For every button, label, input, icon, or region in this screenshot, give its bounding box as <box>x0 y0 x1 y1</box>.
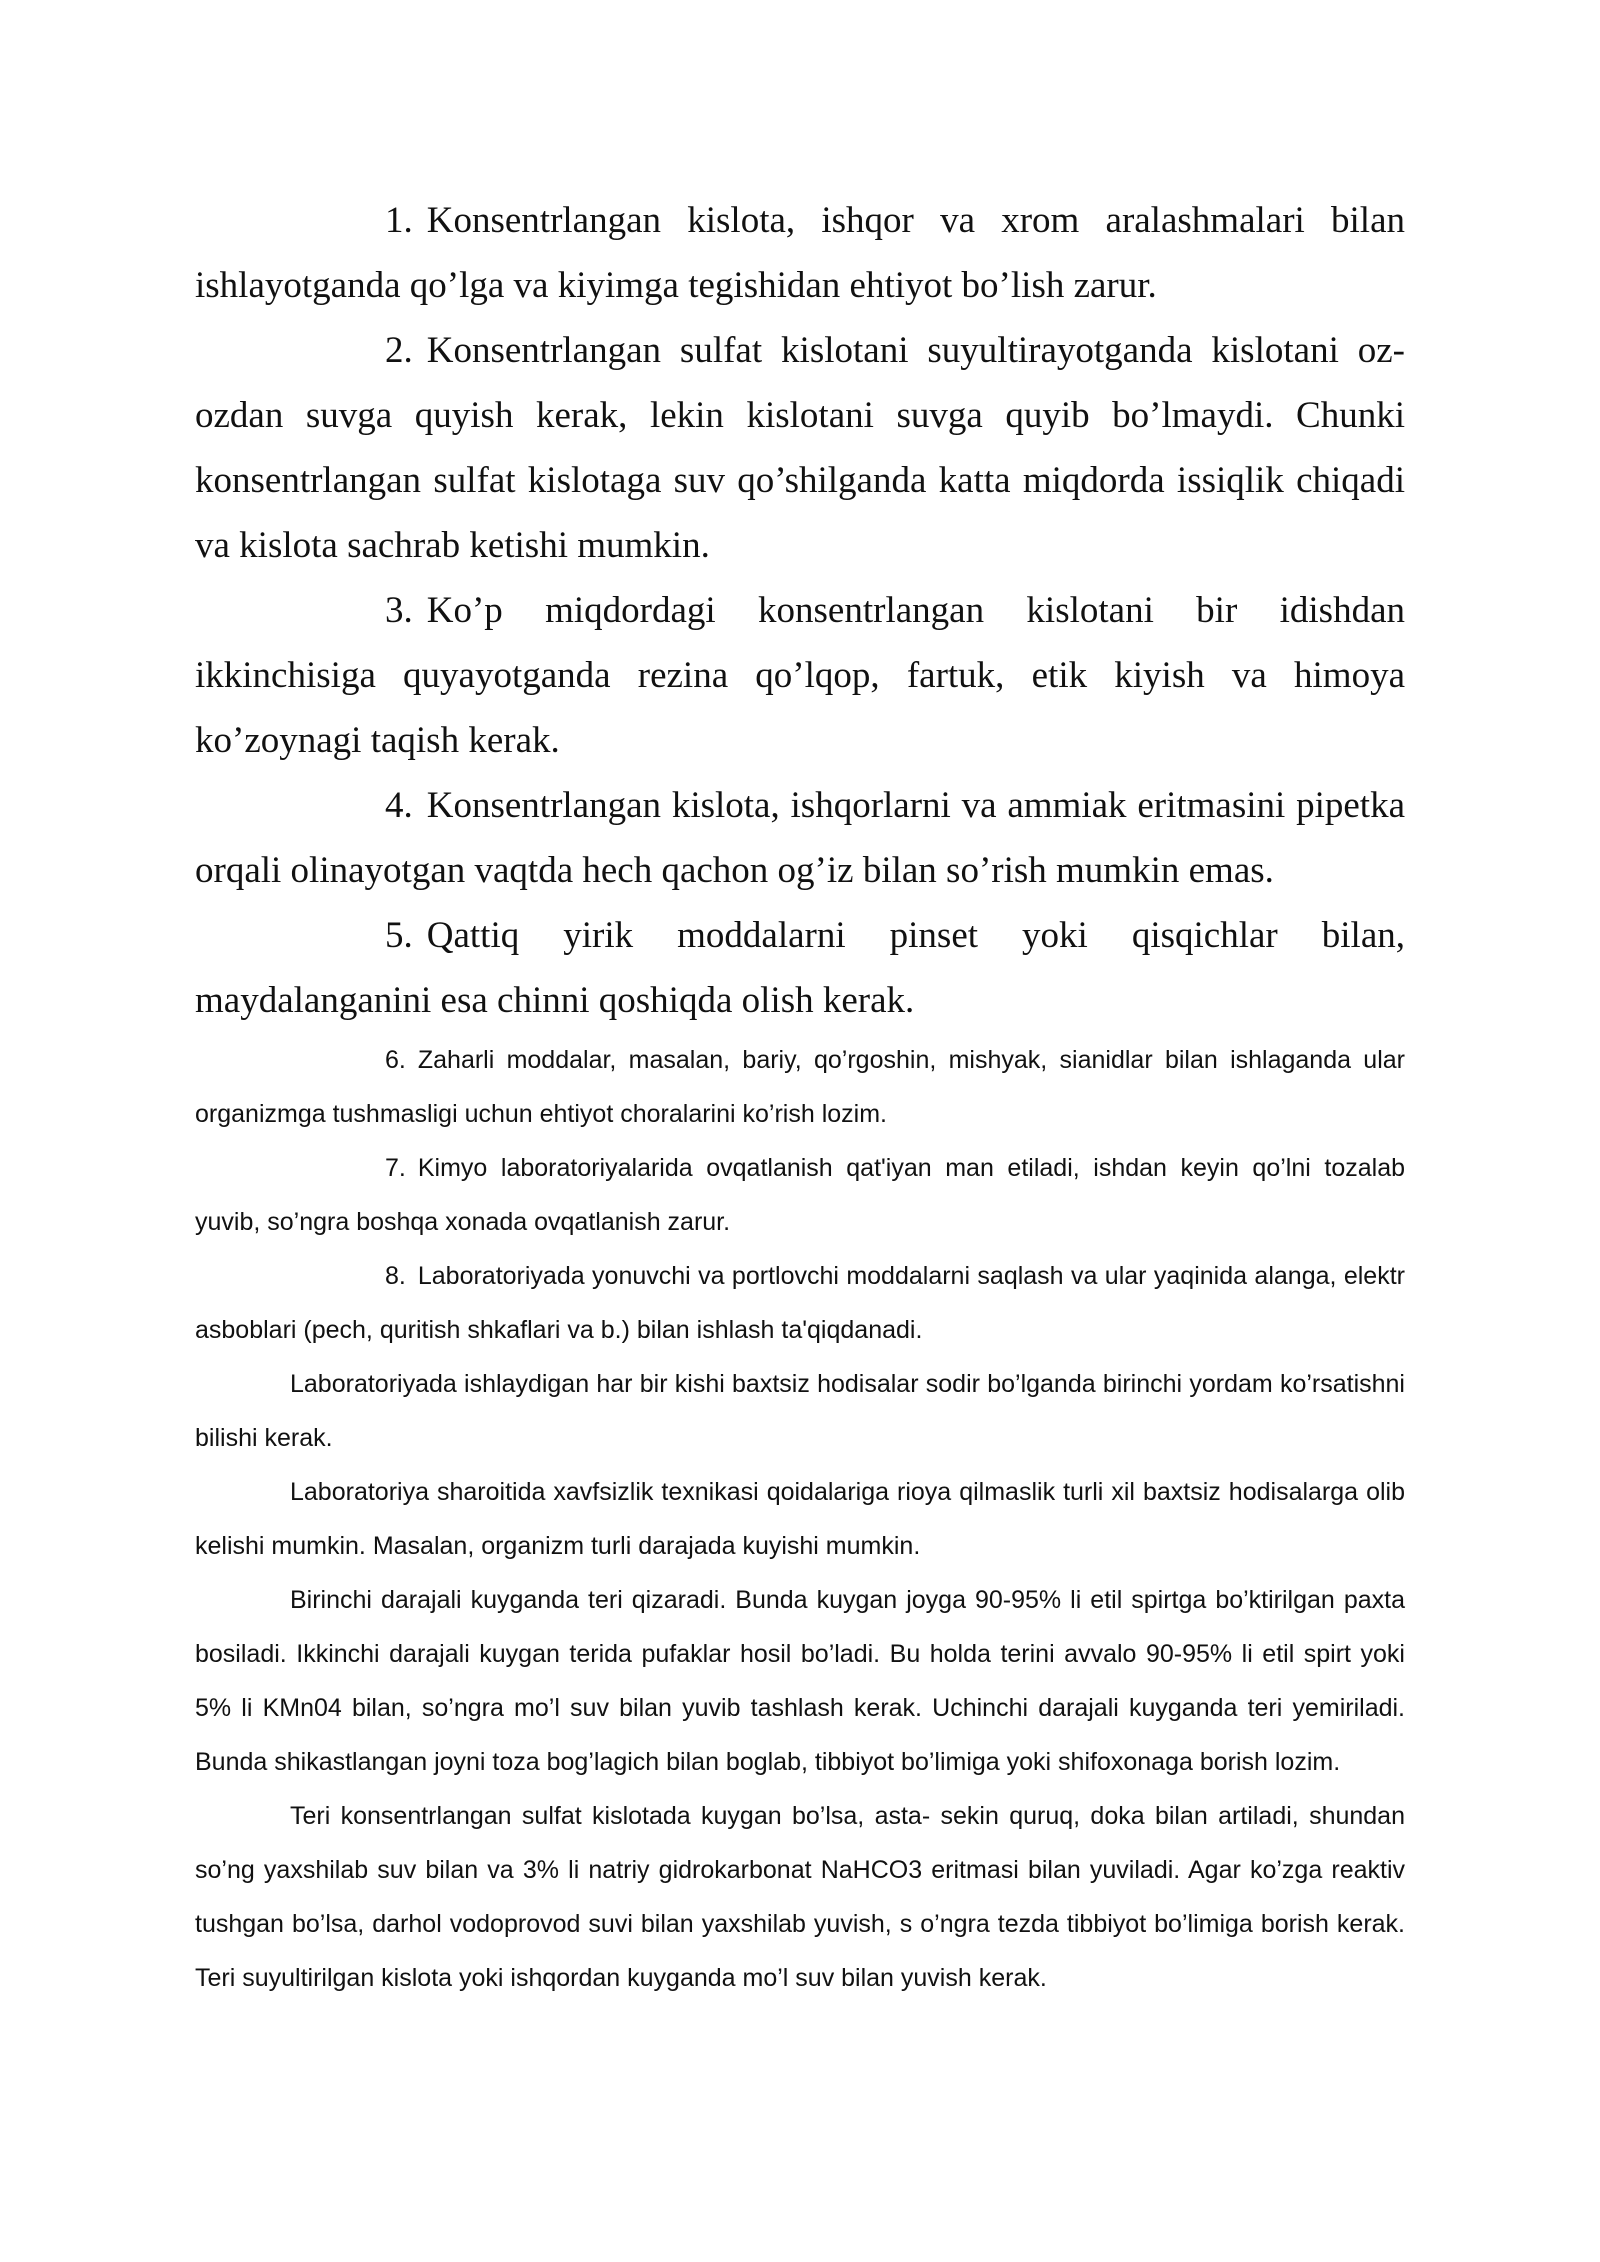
burn-degrees-paragraph: Birinchi darajali kuyganda teri qizaradi. Bunda kuygan joyga 90-95% li etil spirtga bo’ktirilgan paxta bosiladi. Ikkinchi darajali kuygan terida pufaklar hosil bo’ladi. Bu holda terini avvalo 90-95% li etil spirt yoki 5% li KMn04 bilan, so’ngra mo’l suv bilan yuvib tashlash kerak. Uchinchi darajali kuyganda teri yemiriladi. Bunda shikastlangan joyni toza bog’lagich bilan boglab, tibbiyot bo’limiga yoki shifoxonaga borish lozim. <box>195 1586 1405 1776</box>
rule-text: Konsentrlangan kislota, ishqorlarni va ammiak eritmasini pipetka orqali olinayotgan vaqtda hech qachon og’iz bilan so’rish mumkin emas. <box>195 785 1405 891</box>
acid-burn-paragraph: Teri konsentrlangan sulfat kislotada kuygan bo’lsa, asta- sekin quruq, doka bilan artiladi, shundan so’ng yaxshilab suv bilan va 3% li natriy gidrokarbonat NaHCO3 eritmasi bilan yuviladi. Agar ko’zga reaktiv tushgan bo’lsa, darhol vodoprovod suvi bilan yaxshilab yuvish, s o’ngra tezda tibbiyot bo’limiga borish kerak. Teri suyultirilgan kislota yoki ishqordan kuyganda mo’l suv bilan yuvish kerak. <box>195 1802 1405 1992</box>
rule-text: Qattiq yirik moddalarni pinset yoki qisqichlar bilan, maydalanganini esa chinni qoshiqda olish kerak. <box>195 915 1405 1021</box>
safety-rule-4 <box>195 773 1405 903</box>
rule-number: 1. <box>385 200 413 241</box>
rule-number: 6. <box>385 1046 406 1074</box>
rule-text: Laboratoriyada yonuvchi va portlovchi moddalarni saqlash va ular yaqinida alanga, elektr asboblari (pech, quritish shkaflari va b.) bilan ishlash ta'qiqdanadi. <box>195 1262 1405 1344</box>
rule-text: Ko’p miqdordagi konsentrlangan kislotani bir idishdan ikkinchisiga quyayotganda rezina qo’lqop, fartuk, etik kiyish va himoya ko’zoynagi taqish kerak. <box>195 590 1405 761</box>
rule-number: 3. <box>385 590 413 631</box>
rule-text: Konsentrlangan kislota, ishqor va xrom aralashmalari bilan ishlayotganda qo’lga va kiyimga tegishidan ehtiyot bo’lish zarur. <box>195 200 1405 306</box>
rule-number: 8. <box>385 1262 406 1290</box>
rule-text: Zaharli moddalar, masalan, bariy, qo’rgoshin, mishyak, sianidlar bilan ishlaganda ular organizmga tushmasligi uchun ehtiyot choralarini ko’rish lozim. <box>195 1046 1405 1128</box>
rule-text: Konsentrlangan sulfat kislotani suyultirayotganda kislotani oz-ozdan suvga quyish kerak, lekin kislotani suvga quyib bo’lmaydi. Chunki konsentrlangan sulfat kislotaga suv qo’shilganda katta miqdorda issiqlik chiqadi va kislota sachrab ketishi mumkin. <box>195 330 1405 566</box>
rule-number: 2. <box>385 330 413 371</box>
accident-paragraph: Laboratoriya sharoitida xavfsizlik texnikasi qoidalariga rioya qilmaslik turli xil baxtsiz hodisalarga olib kelishi mumkin. Masalan, organizm turli darajada kuyishi mumkin. <box>195 1478 1405 1560</box>
safety-rule-1 <box>195 188 1405 318</box>
safety-rule-2 <box>195 318 1405 578</box>
rule-number: 4. <box>385 785 413 826</box>
safety-rule-3 <box>195 578 1405 773</box>
safety-rule-7 <box>195 1141 1405 1249</box>
first-aid-paragraph: Laboratoriyada ishlaydigan har bir kishi baxtsiz hodisalar sodir bo’lganda birinchi yordam ko’rsatishni bilishi kerak. <box>195 1370 1405 1452</box>
rule-number: 7. <box>385 1154 406 1182</box>
rule-number: 5. <box>385 915 413 956</box>
safety-rule-5 <box>195 903 1405 1033</box>
page-body <box>195 188 1405 2005</box>
safety-rule-8 <box>195 1249 1405 1357</box>
rule-text: Kimyo laboratoriyalarida ovqatlanish qat'iyan man etiladi, ishdan keyin qo’lni tozalab yuvib, so’ngra boshqa xonada ovqatlanish zarur. <box>195 1154 1405 1236</box>
safety-rule-6 <box>195 1033 1405 1141</box>
